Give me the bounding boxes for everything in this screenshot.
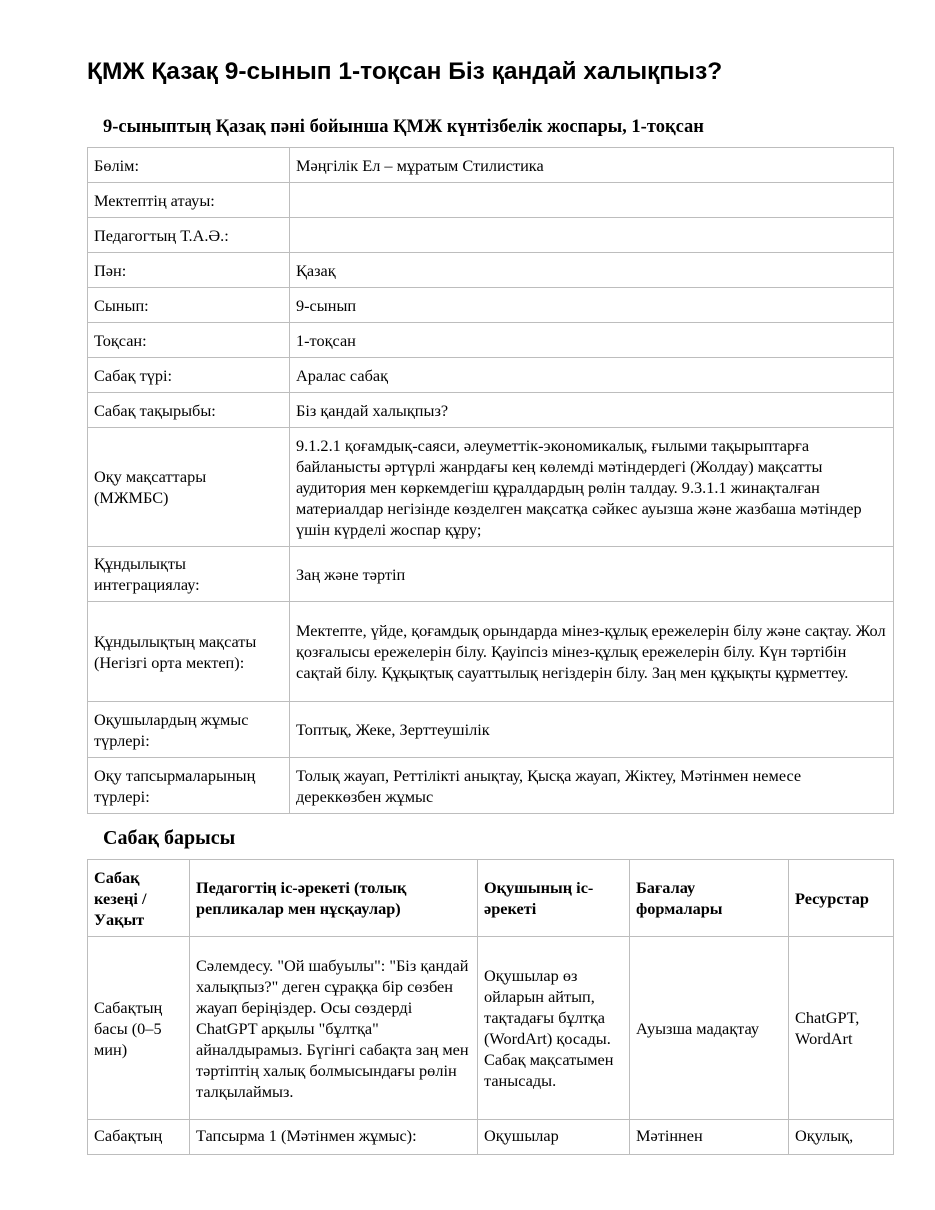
- info-value: 1-тоқсан: [290, 323, 894, 358]
- info-value: Мәңгілік Ел – мұратым Стилистика: [290, 148, 894, 183]
- info-row-learning-goals: [88, 428, 894, 547]
- plan-cell-assessment: Ауызша мадақтау: [630, 937, 789, 1120]
- info-row-teacher: [88, 218, 894, 253]
- info-row-quarter: [88, 323, 894, 358]
- header-assessment: Бағалау формалары: [630, 860, 789, 937]
- plan-cell-stage: Сабақтың: [88, 1120, 190, 1155]
- plan-cell-student: Оқушылар өз ойларын айтып, тақтадағы бұлтқа (WordArt) қосады. Сабақ мақсатымен танысады.: [478, 937, 630, 1120]
- info-label: Пән:: [88, 253, 290, 288]
- info-label: Оқу мақсаттары (МЖМБС): [88, 428, 290, 547]
- info-label: Педагогтың Т.А.Ә.:: [88, 218, 290, 253]
- header-stage: Сабақ кезеңі / Уақыт: [88, 860, 190, 937]
- plan-cell-resources: ChatGPT, WordArt: [789, 937, 894, 1120]
- lesson-plan-table: [87, 859, 894, 1155]
- info-label: Оқу тапсырмаларының түрлері:: [88, 758, 290, 814]
- info-row-lesson-type: [88, 358, 894, 393]
- header-teacher-activity: Педагогтің іс-әрекеті (толық репликалар мен нұсқаулар): [190, 860, 478, 937]
- plan-row: [88, 1120, 894, 1155]
- info-row-section: [88, 148, 894, 183]
- plan-header-row: [88, 860, 894, 937]
- info-value: 9-сынып: [290, 288, 894, 323]
- plan-cell-teacher: Тапсырма 1 (Мәтінмен жұмыс):: [190, 1120, 478, 1155]
- info-value: Толық жауап, Реттілікті анықтау, Қысқа жауап, Жіктеу, Мәтінмен немесе дереккөзбен жұмыс: [290, 758, 894, 814]
- info-value: [290, 183, 894, 218]
- info-row-grade: [88, 288, 894, 323]
- info-row-task-types: [88, 758, 894, 814]
- lesson-info-table: [87, 147, 894, 814]
- info-value: Заң және тәртіп: [290, 547, 894, 602]
- info-value: Топтық, Жеке, Зерттеушілік: [290, 702, 894, 758]
- plan-cell-student: Оқушылар: [478, 1120, 630, 1155]
- info-label: Тоқсан:: [88, 323, 290, 358]
- header-resources: Ресурстар: [789, 860, 894, 937]
- info-row-value-goal: [88, 602, 894, 702]
- info-value: Қазақ: [290, 253, 894, 288]
- section-title: Сабақ барысы: [103, 827, 236, 849]
- info-value: Аралас сабақ: [290, 358, 894, 393]
- info-label: Мектептің атауы:: [88, 183, 290, 218]
- info-label: Сабақ тақырыбы:: [88, 393, 290, 428]
- plan-cell-teacher: Сәлемдесу. "Ой шабуылы": "Біз қандай халықпыз?" деген сұраққа бір сөзбен жауап беріңіздер. Осы сөздерді ChatGPT арқылы "бұлтқа" айналдырамыз. Бүгінгі сабақта заң мен тәртіптің халық болмысындағы рөлін талқылаймыз.: [190, 937, 478, 1120]
- info-value: Біз қандай халықпыз?: [290, 393, 894, 428]
- plan-cell-assessment: Мәтіннен: [630, 1120, 789, 1155]
- info-row-work-types: [88, 702, 894, 758]
- info-row-value-integration: [88, 547, 894, 602]
- info-value: [290, 218, 894, 253]
- plan-cell-resources: Оқулық,: [789, 1120, 894, 1155]
- info-label: Құндылықтың мақсаты (Негізгі орта мектеп):: [88, 602, 290, 702]
- info-label: Оқушылардың жұмыс түрлері:: [88, 702, 290, 758]
- info-label: Сабақ түрі:: [88, 358, 290, 393]
- info-row-lesson-topic: [88, 393, 894, 428]
- plan-cell-stage: Сабақтың басы (0–5 мин): [88, 937, 190, 1120]
- plan-row: [88, 937, 894, 1120]
- info-label: Бөлім:: [88, 148, 290, 183]
- header-student-activity: Оқушының іс-әрекеті: [478, 860, 630, 937]
- info-label: Құндылықты интеграциялау:: [88, 547, 290, 602]
- info-row-subject: [88, 253, 894, 288]
- document-subtitle: 9-сыныптың Қазақ пәні бойынша ҚМЖ күнтізбелік жоспары, 1-тоқсан: [103, 117, 704, 137]
- document-title: ҚМЖ Қазақ 9-сынып 1-тоқсан Біз қандай халықпыз?: [87, 58, 723, 85]
- info-value: Мектепте, үйде, қоғамдық орындарда мінез-құлық ережелерін білу және сақтау. Жол қозғалысы ережелерін білу. Қауіпсіз мінез-құлық ережелерін білу. Күн тәртібін сақтай білу. Құқықтық сауаттылық негіздерін білу. Заң мен құқықты құрметтеу.: [290, 602, 894, 702]
- info-label: Сынып:: [88, 288, 290, 323]
- info-value: 9.1.2.1 қоғамдық-саяси, әлеуметтік-экономикалық, ғылыми тақырыптарға байланысты әртүрлі жанрдағы кең көлемді мәтіндердегі (Жолдау) мақсатты аудитория мен көркемдегіш құралдардың рөлін талдау. 9.3.1.1 жинақталған материалдар негізінде көзделген мақсатқа сәйкес ауызша және жазбаша мәтіндер үшін күрделі жоспар құру;: [290, 428, 894, 547]
- info-row-school: [88, 183, 894, 218]
